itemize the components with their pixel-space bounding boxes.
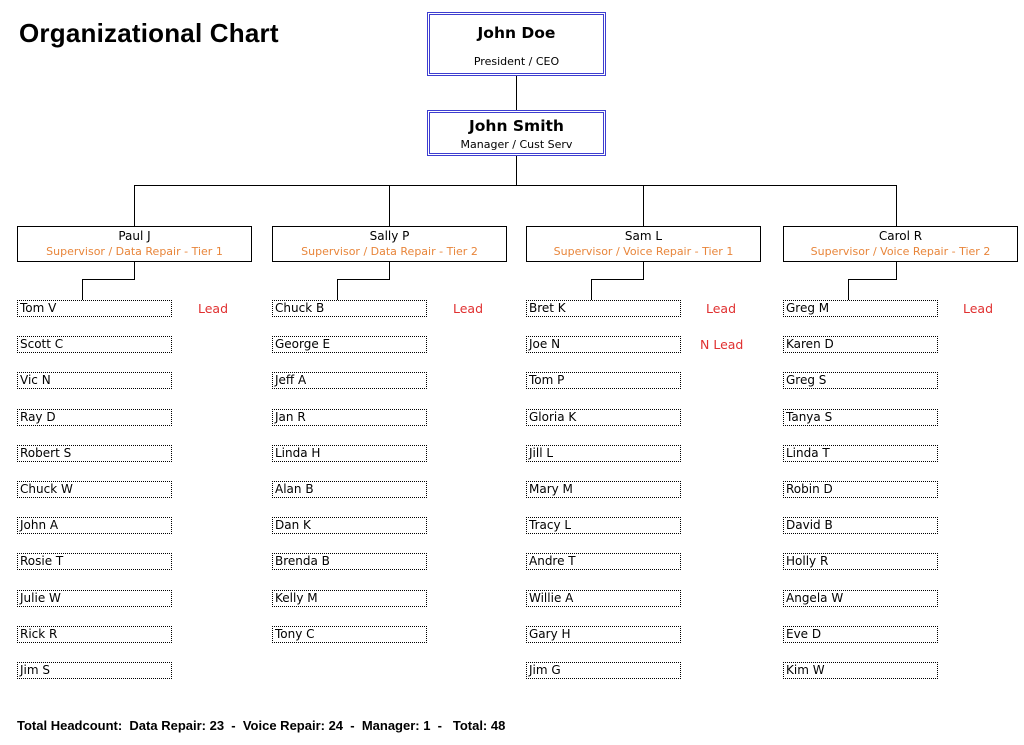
lead-tag: N Lead — [700, 337, 744, 352]
employee-box[interactable]: Jim S — [17, 662, 172, 679]
employee-box[interactable]: Bret K — [526, 300, 681, 317]
supervisor-name: Sally P — [369, 229, 410, 243]
employee-box[interactable]: Gloria K — [526, 409, 681, 426]
lead-tag: Lead — [453, 301, 484, 316]
connector-team-4-a — [896, 262, 897, 279]
employee-box[interactable]: Ray D — [17, 409, 172, 426]
connector-drop-3 — [643, 185, 644, 226]
connector-team-1-a — [134, 262, 135, 279]
employee-box[interactable]: Kim W — [783, 662, 938, 679]
employee-box[interactable]: Jill L — [526, 445, 681, 462]
connector-ceo-manager — [516, 76, 517, 110]
connector-team-3-b — [591, 279, 644, 280]
employee-box[interactable]: Tom V — [17, 300, 172, 317]
employee-box[interactable]: Joe N — [526, 336, 681, 353]
employee-box[interactable]: Tanya S — [783, 409, 938, 426]
connector-team-2-a — [389, 262, 390, 279]
connector-team-1-b — [82, 279, 135, 280]
employee-box[interactable]: Willie A — [526, 590, 681, 607]
employee-box[interactable]: George E — [272, 336, 427, 353]
employee-box[interactable]: Tony C — [272, 626, 427, 643]
employee-box[interactable]: David B — [783, 517, 938, 534]
employee-box[interactable]: Eve D — [783, 626, 938, 643]
employee-box[interactable]: Jeff A — [272, 372, 427, 389]
connector-team-2-b — [337, 279, 390, 280]
manager-box[interactable] — [427, 110, 606, 156]
supervisor-name: Carol R — [878, 229, 923, 243]
supervisor-box-2[interactable] — [272, 226, 507, 262]
ceo-name: John Doe — [477, 24, 556, 42]
employee-box[interactable]: Greg M — [783, 300, 938, 317]
employee-box[interactable]: Tracy L — [526, 517, 681, 534]
employee-box[interactable]: Mary M — [526, 481, 681, 498]
supervisor-role: Supervisor / Voice Repair - Tier 2 — [810, 245, 991, 258]
connector-manager-trunk — [516, 156, 517, 186]
supervisor-role: Supervisor / Data Repair - Tier 2 — [301, 245, 478, 258]
employee-box[interactable]: Greg S — [783, 372, 938, 389]
connector-drop-4 — [896, 185, 897, 226]
connector-team-3-a — [643, 262, 644, 279]
ceo-role: President / CEO — [473, 55, 560, 68]
page-title: Organizational Chart — [19, 18, 279, 48]
supervisor-box-3[interactable] — [526, 226, 761, 262]
connector-team-2-c — [337, 279, 338, 300]
connector-team-4-c — [848, 279, 849, 300]
employee-box[interactable]: Julie W — [17, 590, 172, 607]
employee-box[interactable]: Rick R — [17, 626, 172, 643]
lead-tag: Lead — [706, 301, 737, 316]
employee-box[interactable]: Karen D — [783, 336, 938, 353]
employee-box[interactable]: Holly R — [783, 553, 938, 570]
employee-box[interactable]: Jan R — [272, 409, 427, 426]
employee-box[interactable]: Linda T — [783, 445, 938, 462]
employee-box[interactable]: Kelly M — [272, 590, 427, 607]
supervisor-box-4[interactable] — [783, 226, 1018, 262]
employee-box[interactable]: Vic N — [17, 372, 172, 389]
employee-box[interactable]: Gary H — [526, 626, 681, 643]
employee-box[interactable]: Alan B — [272, 481, 427, 498]
employee-box[interactable]: Jim G — [526, 662, 681, 679]
employee-box[interactable]: Chuck B — [272, 300, 427, 317]
employee-box[interactable]: Robin D — [783, 481, 938, 498]
lead-tag: Lead — [198, 301, 229, 316]
employee-box[interactable]: Linda H — [272, 445, 427, 462]
manager-name: John Smith — [469, 117, 564, 135]
supervisor-name: Paul J — [118, 229, 151, 243]
lead-tag: Lead — [963, 301, 994, 316]
employee-box[interactable]: John A — [17, 517, 172, 534]
connector-supervisor-bar — [134, 185, 896, 186]
supervisor-role: Supervisor / Data Repair - Tier 1 — [46, 245, 223, 258]
connector-team-3-c — [591, 279, 592, 300]
connector-drop-1 — [134, 185, 135, 226]
connector-drop-2 — [389, 185, 390, 226]
employee-box[interactable]: Dan K — [272, 517, 427, 534]
employee-box[interactable]: Andre T — [526, 553, 681, 570]
employee-box[interactable]: Tom P — [526, 372, 681, 389]
supervisor-name: Sam L — [624, 229, 663, 243]
supervisor-box-1[interactable] — [17, 226, 252, 262]
connector-team-1-c — [82, 279, 83, 300]
headcount-summary: Total Headcount: Data Repair: 23 - Voice Repair: 24 - Manager: 1 - Total: 48 — [17, 718, 506, 733]
manager-role: Manager / Cust Serv — [460, 138, 573, 151]
employee-box[interactable]: Chuck W — [17, 481, 172, 498]
ceo-box[interactable] — [427, 12, 606, 76]
employee-box[interactable]: Brenda B — [272, 553, 427, 570]
employee-box[interactable]: Scott C — [17, 336, 172, 353]
supervisor-role: Supervisor / Voice Repair - Tier 1 — [553, 245, 734, 258]
employee-box[interactable]: Rosie T — [17, 553, 172, 570]
employee-box[interactable]: Robert S — [17, 445, 172, 462]
connector-team-4-b — [848, 279, 897, 280]
employee-box[interactable]: Angela W — [783, 590, 938, 607]
